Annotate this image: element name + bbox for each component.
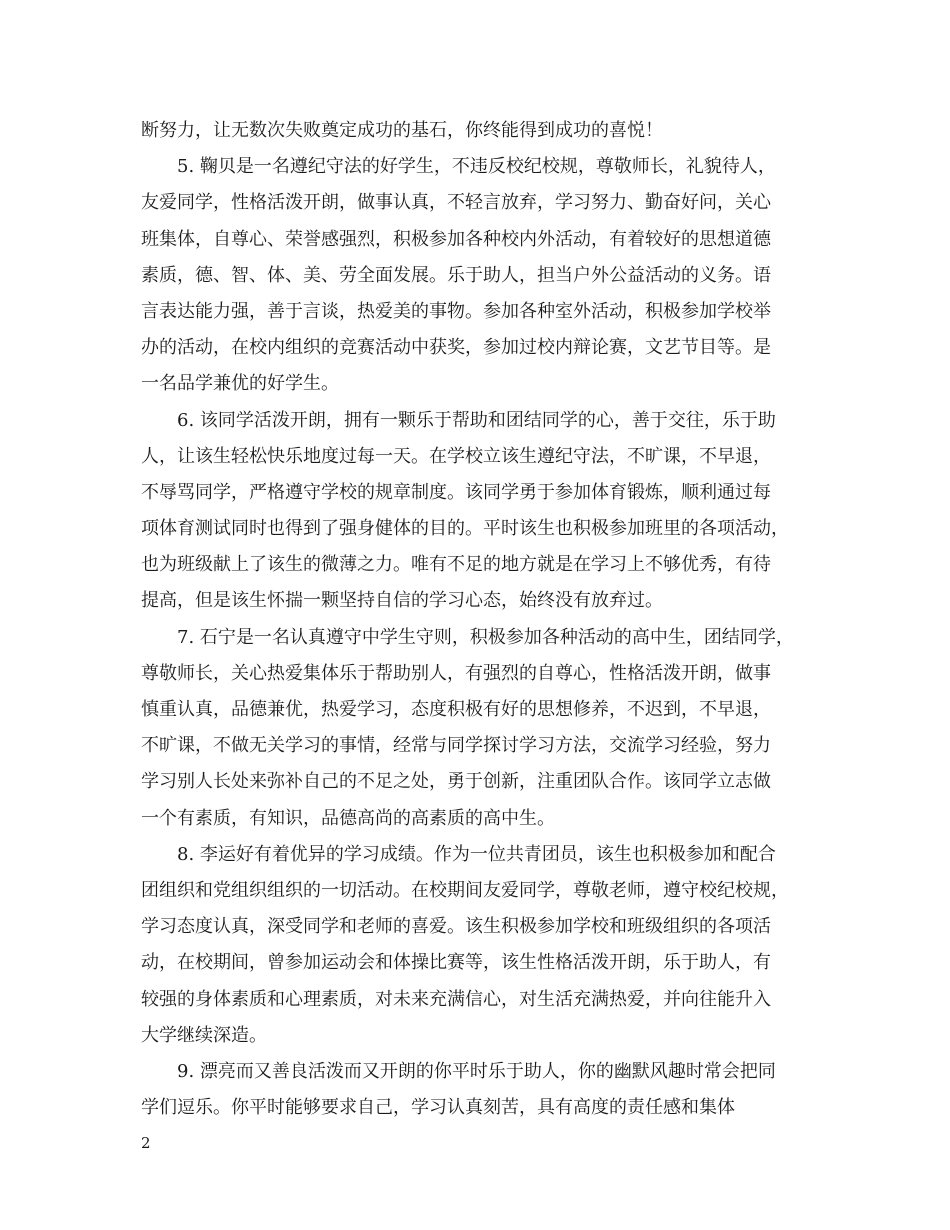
text-line: 学们逗乐。你平时能够要求自己，学习认真刻苦，具有高度的责任感和集体 [141, 1097, 735, 1119]
paragraph-8-start: 8. 李运好有着优异的学习成绩。作为一位共青团员，该生也积极参加和配合 [177, 843, 776, 865]
text-line: 不旷课，不做无关学习的事情，经常与同学探讨学习方法，交流学习经验，努力 [141, 735, 771, 757]
text-line: 提高，但是该生怀揣一颗坚持自信的学习心态，始终没有放弃过。 [141, 590, 663, 612]
paragraph-7-start: 7. 石宁是一名认真遵守中学生守则，积极参加各种活动的高中生，团结同学， [177, 626, 794, 648]
text-line: 团组织和党组织组织的一切活动。在校期间友爱同学，尊敬老师，遵守校纪校规， [141, 879, 789, 901]
text-line: 一个有素质，有知识，品德高尚的高素质的高中生。 [141, 807, 555, 829]
text-line: 学习态度认真，深受同学和老师的喜爱。该生积极参加学校和班级组织的各项活 [141, 916, 771, 938]
paragraph-9-start: 9. 漂亮而又善良活泼而又开朗的你平时乐于助人，你的幽默风趣时常会把同 [177, 1060, 776, 1082]
text-line: 慎重认真，品德兼优，热爱学习，态度积极有好的思想修养，不迟到，不早退， [141, 699, 771, 720]
text-line: 也为班级献上了该生的微薄之力。唯有不足的地方就是在学习上不够优秀，有待 [141, 554, 771, 576]
text-line: 大学继续深造。 [141, 1024, 267, 1046]
text-line: 断努力，让无数次失败奠定成功的基石，你终能得到成功的喜悦！ [141, 120, 663, 141]
text-line: 素质，德、智、体、美、劳全面发展。乐于助人，担当户外公益活动的义务。语 [141, 264, 771, 286]
paragraph-5-start: 5. 鞠贝是一名遵纪守法的好学生，不违反校纪校规，尊敬师长，礼貌待人， [177, 156, 776, 178]
text-line: 人，让该生轻松快乐地度过每一天。在学校立该生遵纪守法，不旷课，不早退， [141, 445, 771, 467]
page-body [141, 113, 816, 1126]
text-line: 班集体，自尊心、荣誉感强烈，积极参加各种校内外活动，有着较好的思想道德 [141, 228, 771, 250]
page-number: 2 [141, 1134, 151, 1152]
text-line: 项体育测试同时也得到了强身健体的目的。平时该生也积极参加班里的各项活动， [141, 518, 789, 540]
paragraph-6-start: 6. 该同学活泼开朗，拥有一颗乐于帮助和团结同学的心，善于交往，乐于助 [177, 409, 776, 431]
text-line: 动，在校期间，曾参加运动会和体操比赛等，该生性格活泼开朗，乐于助人，有 [141, 952, 771, 974]
text-line: 学习别人长处来弥补自己的不足之处，勇于创新，注重团队合作。该同学立志做 [141, 771, 771, 793]
text-line: 较强的身体素质和心理素质，对未来充满信心，对生活充满热爱，并向往能升入 [141, 988, 771, 1010]
text-line: 友爱同学，性格活泼开朗，做事认真，不轻言放弃，学习努力、勤奋好问，关心 [141, 192, 771, 214]
text-line: 言表达能力强，善于言谈，热爱美的事物。参加各种室外活动，积极参加学校举 [141, 300, 771, 322]
text-line: 办的活动，在校内组织的竞赛活动中获奖，参加过校内辩论赛，文艺节目等。是 [141, 337, 771, 359]
text-line: 尊敬师长，关心热爱集体乐于帮助别人，有强烈的自尊心，性格活泼开朗，做事 [141, 662, 771, 684]
text-line: 一名品学兼优的好学生。 [141, 373, 339, 395]
text-line: 不辱骂同学，严格遵守学校的规章制度。该同学勇于参加体育锻炼，顺利通过每 [141, 481, 771, 503]
